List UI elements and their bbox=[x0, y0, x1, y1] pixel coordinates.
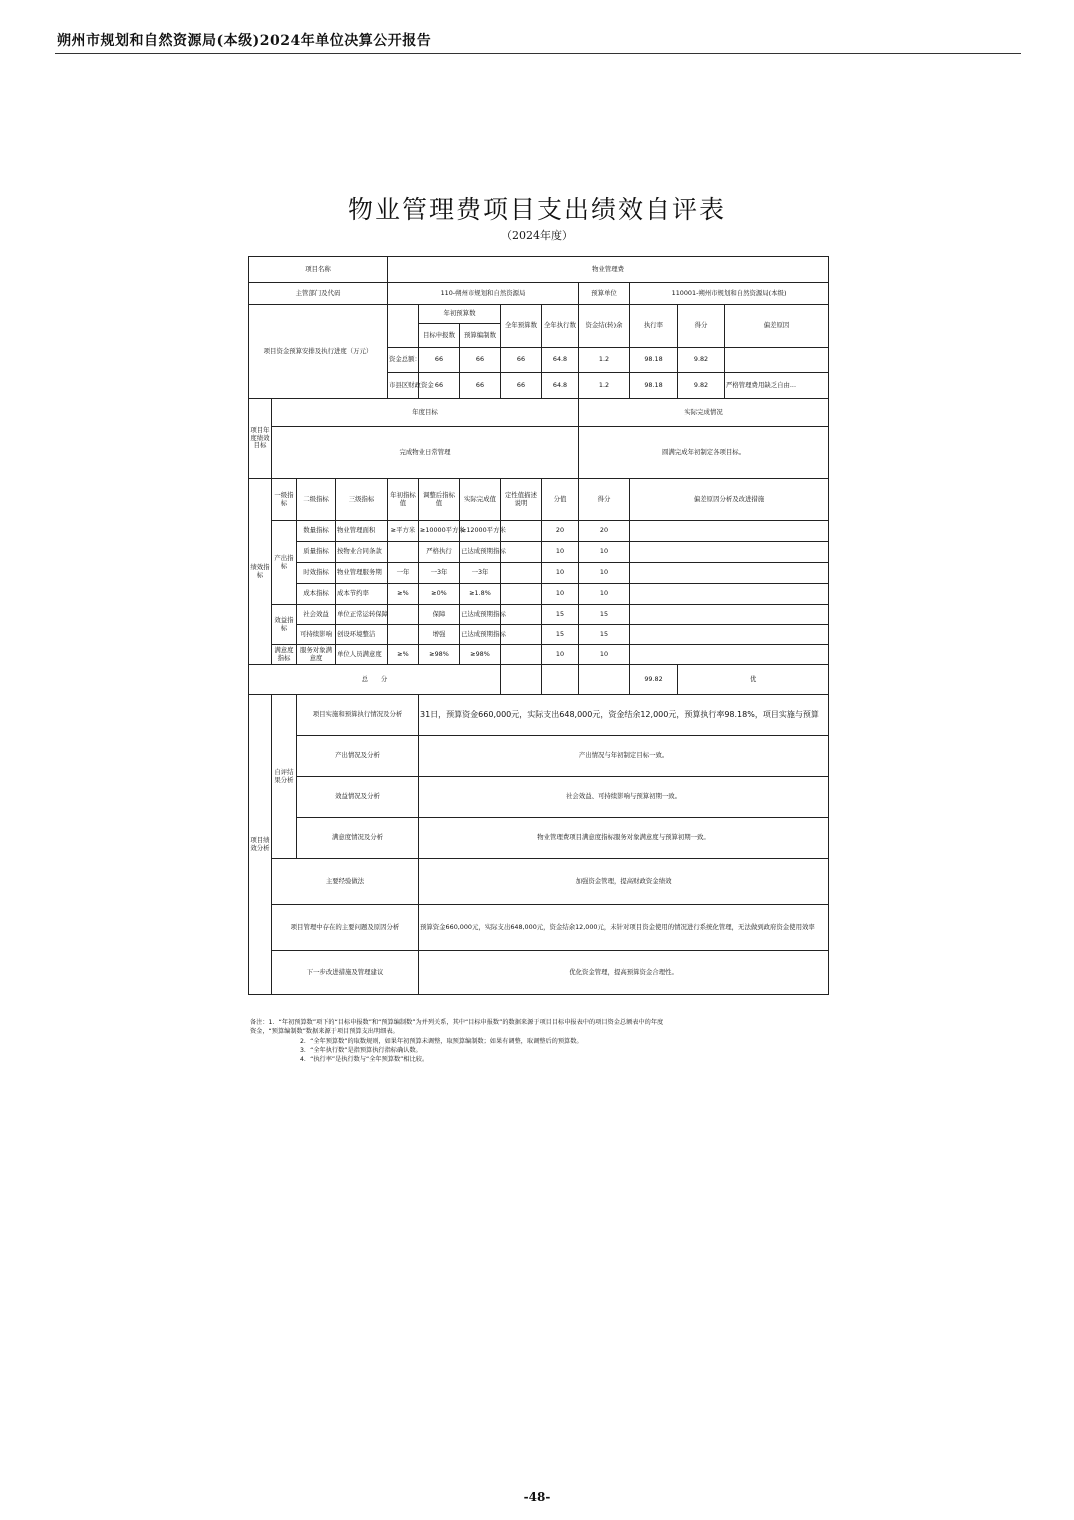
row-next-steps bbox=[249, 951, 829, 995]
ind-actual: ≥1.8% bbox=[460, 584, 501, 605]
ind-level3: 按物业合同条款 bbox=[336, 542, 388, 563]
note-line: 3．“全年执行数”是指预算执行指标确认数。 bbox=[300, 1046, 422, 1054]
unit-value: 110001-朔州市规划和自然资源局(本级) bbox=[630, 283, 829, 305]
dept-label: 主管部门及代码 bbox=[249, 283, 388, 305]
row-problems bbox=[249, 905, 829, 951]
ind-initial bbox=[388, 605, 419, 625]
ind-initial: 一年 bbox=[388, 563, 419, 584]
performance-evaluation-table bbox=[248, 256, 829, 995]
ind-initial: ≥平方米 bbox=[388, 521, 419, 542]
ind-score: 20 bbox=[579, 521, 630, 542]
header-rule bbox=[55, 53, 1021, 54]
ind-score: 10 bbox=[579, 563, 630, 584]
ind-score: 15 bbox=[579, 605, 630, 625]
funds-row-label: 资金总额： bbox=[388, 348, 419, 373]
annual-goal-text: 完成物业日常管理 bbox=[272, 427, 579, 479]
ind-qualitative bbox=[501, 645, 542, 665]
table-notes bbox=[250, 1018, 830, 1064]
indicator-row bbox=[249, 563, 829, 584]
level1-satisfaction: 满意度指标 bbox=[272, 645, 297, 665]
next-steps-label: 下一步改进措施及管理建议 bbox=[272, 951, 419, 995]
indicator-row bbox=[249, 521, 829, 542]
ind-reason bbox=[630, 542, 829, 563]
funds-target-report: 66 bbox=[419, 373, 460, 399]
ind-initial bbox=[388, 542, 419, 563]
project-name-value: 物业管理费 bbox=[388, 257, 829, 283]
unit-label: 预算单位 bbox=[579, 283, 630, 305]
ind-weight: 10 bbox=[542, 645, 579, 665]
benefit-text: 社会效益、可持续影响与预算初期一致。 bbox=[419, 777, 829, 818]
indicator-row bbox=[249, 584, 829, 605]
ind-weight: 10 bbox=[542, 542, 579, 563]
ind-header-weight: 分值 bbox=[542, 479, 579, 521]
note-line: 2．“全年预算数”的取数规则，如果年初预算未调整，取预算编制数；如果有调整，取调整后的预算数。 bbox=[300, 1037, 583, 1045]
benefit-label: 效益情况及分析 bbox=[297, 777, 419, 818]
ind-weight: 20 bbox=[542, 521, 579, 542]
funds-target-report: 66 bbox=[419, 348, 460, 373]
ind-level2: 可持续影响 bbox=[297, 625, 336, 645]
ind-qualitative bbox=[501, 625, 542, 645]
ind-level3: 物业管理服务期 bbox=[336, 563, 388, 584]
ind-qualitative bbox=[501, 521, 542, 542]
funds-row-label: 市县区财政资金 bbox=[388, 373, 419, 399]
experience-text: 加强资金管理，提高财政资金绩效 bbox=[419, 859, 829, 905]
row-department bbox=[249, 283, 829, 305]
output-text: 产出情况与年初制定目标一致。 bbox=[419, 736, 829, 777]
funds-balance: 1.2 bbox=[579, 348, 630, 373]
ind-adjusted: 严格执行 bbox=[419, 542, 460, 563]
ind-initial: ≥% bbox=[388, 584, 419, 605]
ind-actual: 已达成预期指标 bbox=[460, 625, 501, 645]
col-exec-rate: 执行率 bbox=[630, 305, 678, 348]
ind-score: 10 bbox=[579, 584, 630, 605]
ind-weight: 10 bbox=[542, 584, 579, 605]
row-analysis-benefit bbox=[249, 777, 829, 818]
funds-blank-cell bbox=[388, 305, 419, 348]
report-header-title: 朔州市规划和自然资源局(本级)2024年单位决算公开报告 bbox=[57, 33, 432, 49]
ind-reason bbox=[630, 584, 829, 605]
level1-output: 产出指标 bbox=[272, 521, 297, 605]
row-analysis-exec bbox=[249, 695, 829, 736]
ind-qualitative bbox=[501, 542, 542, 563]
col-budget-compiled: 预算编制数 bbox=[460, 324, 501, 348]
ind-adjusted: ≥98% bbox=[419, 645, 460, 665]
ind-level3: 成本节约率 bbox=[336, 584, 388, 605]
funds-score: 9.82 bbox=[678, 373, 725, 399]
total-label: 总 分 bbox=[249, 665, 501, 695]
funds-budget-compiled: 66 bbox=[460, 373, 501, 399]
actual-header: 实际完成情况 bbox=[579, 399, 829, 427]
analysis-label: 项目绩效分析 bbox=[249, 695, 272, 995]
note-line: 备注：1．“年初预算数”项下的“目标申报数”和“预算编制数”为并列关系，其中“目标申报数”的数据来源于项目目标申报表中的项目资金总额表中的年度 bbox=[250, 1019, 664, 1026]
document-title: 物业管理费项目支出绩效自评表 bbox=[347, 195, 726, 224]
output-label: 产出情况及分析 bbox=[297, 736, 419, 777]
funds-exec-rate: 98.18 bbox=[630, 373, 678, 399]
next-steps-text: 优化资金管理，提高预算资金合理性。 bbox=[419, 951, 829, 995]
ind-score: 10 bbox=[579, 645, 630, 665]
experience-label: 主要经验做法 bbox=[272, 859, 419, 905]
ind-level2: 时效指标 bbox=[297, 563, 336, 584]
ind-header-initial: 年初指标值 bbox=[388, 479, 419, 521]
indicator-row bbox=[249, 605, 829, 625]
ind-level3: 单位人员满意度 bbox=[336, 645, 388, 665]
ind-header-qualitative: 定性值描述说明 bbox=[501, 479, 542, 521]
ind-adjusted: ≥0% bbox=[419, 584, 460, 605]
funds-full-year-exec: 64.8 bbox=[542, 348, 579, 373]
total-blank-c bbox=[579, 665, 630, 695]
satisfaction-label: 满意度情况及分析 bbox=[297, 818, 419, 859]
page-number: -48- bbox=[523, 1490, 551, 1504]
row-analysis-output bbox=[249, 736, 829, 777]
ind-level3: 单位正常运转保障 bbox=[336, 605, 388, 625]
col-full-year-exec: 全年执行数 bbox=[542, 305, 579, 348]
ind-header-actual: 实际完成值 bbox=[460, 479, 501, 521]
problems-label: 项目管理中存在的主要问题及原因分析 bbox=[272, 905, 419, 951]
ind-level3: 创设环境整洁 bbox=[336, 625, 388, 645]
satisfaction-text: 物业管理费项目满意度指标服务对象满意度与预算初期一致。 bbox=[419, 818, 829, 859]
row-total bbox=[249, 665, 829, 695]
ind-reason bbox=[630, 625, 829, 645]
funds-budget-compiled: 66 bbox=[460, 348, 501, 373]
ind-level2: 数量指标 bbox=[297, 521, 336, 542]
ind-actual: ≥98% bbox=[460, 645, 501, 665]
total-grade: 优 bbox=[678, 665, 829, 695]
ind-reason bbox=[630, 563, 829, 584]
col-score: 得分 bbox=[678, 305, 725, 348]
ind-level2: 成本指标 bbox=[297, 584, 336, 605]
indicator-label: 绩效指标 bbox=[249, 479, 272, 665]
problems-text: 预算资金660,000元，实际支出648,000元，资金结余12,000元，未针对项目资金使用的情况进行系统化管理，无法做到政府资金使用效率 bbox=[419, 905, 829, 951]
ind-score: 15 bbox=[579, 625, 630, 645]
ind-actual: ≥12000平方米 bbox=[460, 521, 501, 542]
row-analysis-satisfaction bbox=[249, 818, 829, 859]
ind-weight: 15 bbox=[542, 625, 579, 645]
ind-level3: 物业管理面积 bbox=[336, 521, 388, 542]
col-full-year-budget: 全年预算数 bbox=[501, 305, 542, 348]
ind-adjusted: 保障 bbox=[419, 605, 460, 625]
funds-deviation: 严格管理费用缺乏自由... bbox=[725, 373, 829, 399]
funds-exec-rate: 98.18 bbox=[630, 348, 678, 373]
exec-label: 项目实施和预算执行情况及分析 bbox=[297, 695, 419, 736]
ind-qualitative bbox=[501, 584, 542, 605]
row-goal-header bbox=[249, 399, 829, 427]
ind-weight: 15 bbox=[542, 605, 579, 625]
ind-header-score: 得分 bbox=[579, 479, 630, 521]
ind-reason bbox=[630, 521, 829, 542]
indicator-row bbox=[249, 542, 829, 563]
ind-score: 10 bbox=[579, 542, 630, 563]
ind-level2: 社会效益 bbox=[297, 605, 336, 625]
ind-initial bbox=[388, 625, 419, 645]
ind-header-reason: 偏差原因分析及改进措施 bbox=[630, 479, 829, 521]
self-eval-label: 自评结果分析 bbox=[272, 695, 297, 859]
document-subtitle: （2024年度） bbox=[501, 229, 573, 242]
col-initial-budget: 年初预算数 bbox=[419, 305, 501, 324]
funds-full-year-exec: 64.8 bbox=[542, 373, 579, 399]
ind-header-level1: 一级指标 bbox=[272, 479, 297, 521]
funds-full-year-budget: 66 bbox=[501, 348, 542, 373]
ind-reason bbox=[630, 645, 829, 665]
ind-level2: 质量指标 bbox=[297, 542, 336, 563]
col-deviation: 偏差原因 bbox=[725, 305, 829, 348]
indicator-row bbox=[249, 625, 829, 645]
ind-actual: 已达成预期指标 bbox=[460, 605, 501, 625]
ind-adjusted: 增强 bbox=[419, 625, 460, 645]
ind-adjusted: 一3年 bbox=[419, 563, 460, 584]
row-goal-content bbox=[249, 427, 829, 479]
row-indicator-header bbox=[249, 479, 829, 521]
total-blank-a bbox=[501, 665, 542, 695]
ind-actual: 已达成预期指标 bbox=[460, 542, 501, 563]
ind-qualitative bbox=[501, 605, 542, 625]
indicator-row bbox=[249, 645, 829, 665]
ind-initial: ≥% bbox=[388, 645, 419, 665]
note-line: 资金，“预算编制数”数据来源于项目预算支出明细表。 bbox=[250, 1028, 399, 1036]
row-project-name bbox=[249, 257, 829, 283]
funds-label: 项目资金预算安排及执行进度（万元） bbox=[249, 305, 388, 399]
goal-label: 项目年度绩效目标 bbox=[249, 399, 272, 479]
funds-deviation bbox=[725, 348, 829, 373]
col-target-report: 目标申报数 bbox=[419, 324, 460, 348]
ind-reason bbox=[630, 605, 829, 625]
ind-adjusted: ≥10000平方米 bbox=[419, 521, 460, 542]
ind-weight: 10 bbox=[542, 563, 579, 584]
level1-effect: 效益指标 bbox=[272, 605, 297, 645]
project-name-label: 项目名称 bbox=[249, 257, 388, 283]
row-experience bbox=[249, 859, 829, 905]
col-balance: 资金结(转)余 bbox=[579, 305, 630, 348]
exec-text: 31日，预算资金660,000元，实际支出648,000元，资金结余12,000元，预算执行率98.18%，项目实施与预算 bbox=[419, 695, 829, 736]
actual-text: 圆满完成年初制定各项目标。 bbox=[579, 427, 829, 479]
ind-header-adjusted: 调整后指标值 bbox=[419, 479, 460, 521]
ind-actual: 一3年 bbox=[460, 563, 501, 584]
annual-goal-header: 年度目标 bbox=[272, 399, 579, 427]
total-blank-b bbox=[542, 665, 579, 695]
ind-level2: 服务对象满意度 bbox=[297, 645, 336, 665]
dept-value: 110-朔州市规划和自然资源局 bbox=[388, 283, 579, 305]
ind-header-level3: 三级指标 bbox=[336, 479, 388, 521]
funds-full-year-budget: 66 bbox=[501, 373, 542, 399]
funds-score: 9.82 bbox=[678, 348, 725, 373]
row-funds-header-1 bbox=[249, 305, 829, 324]
note-line: 4．“执行率”是执行数与“全年预算数”相比较。 bbox=[300, 1056, 429, 1064]
funds-balance: 1.2 bbox=[579, 373, 630, 399]
total-score: 99.82 bbox=[630, 665, 678, 695]
ind-header-level2: 二级指标 bbox=[297, 479, 336, 521]
ind-qualitative bbox=[501, 563, 542, 584]
